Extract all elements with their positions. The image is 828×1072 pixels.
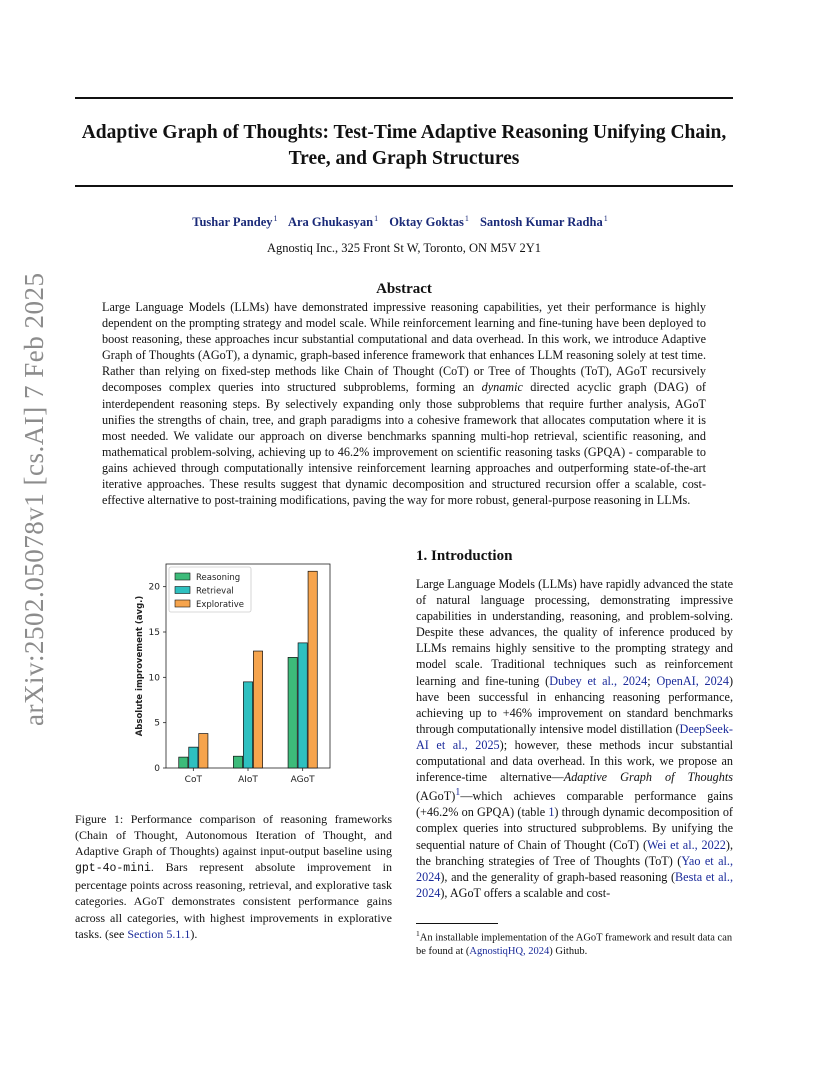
bar-explorative xyxy=(308,571,317,768)
caption-text: . Bars represent absolute improvement in percentage points across reasoning, retrieval, and explorative task categories. AGoT demonstrates consistent performance gains across all categories, with highest improvements in explorative tasks. (see xyxy=(75,860,392,941)
author-name[interactable]: Tushar Pandey xyxy=(192,215,273,230)
intro-text: ); however, these methods incur substantial computational and data overhead. In this work, we propose an inference-time alternative— xyxy=(416,737,734,785)
intro-text: ), and the generality of graph-based reasoning ( xyxy=(440,869,676,884)
y-tick-label: 0 xyxy=(154,764,160,774)
bar-reasoning xyxy=(179,757,188,768)
abstract-emphasis: dynamic xyxy=(481,380,523,395)
caption-code: gpt-4o-mini xyxy=(75,862,151,876)
citation-link[interactable]: Dubey et al., 2024 xyxy=(549,673,648,688)
intro-text: ) through dynamic decomposition of complex queries into structured subproblems. By unifying the sequential nature of Chain of Thought (CoT) ( xyxy=(416,805,733,852)
x-tick-label: AIoT xyxy=(238,775,258,785)
title-top-rule xyxy=(75,97,733,99)
y-axis-label: Absolute improvement (avg.) xyxy=(135,595,145,737)
author-name[interactable]: Oktay Goktas xyxy=(389,215,464,230)
y-tick-label: 20 xyxy=(148,582,160,593)
section-heading: 1. Introduction xyxy=(416,548,513,564)
author-affil-mark: 1 xyxy=(273,214,278,223)
abstract-heading: Abstract xyxy=(376,281,432,297)
footnote xyxy=(416,927,733,959)
section-link[interactable]: Section 5.1.1 xyxy=(127,926,191,941)
bar-reasoning xyxy=(288,657,297,768)
author-name[interactable]: Santosh Kumar Radha xyxy=(479,215,603,230)
abstract-text xyxy=(102,299,706,508)
bar-reasoning xyxy=(233,756,242,768)
citation-link[interactable]: Wei et al., 2022 xyxy=(647,837,726,852)
chart-legend xyxy=(169,567,251,612)
y-tick-label: 15 xyxy=(148,628,160,638)
arxiv-identifier: arXiv:2502.05078v1 [cs.AI] 7 Feb 2025 xyxy=(19,272,49,726)
citation-link[interactable]: DeepSeek-AI et al., 2025 xyxy=(416,721,733,752)
legend-label: Explorative xyxy=(196,600,245,610)
author-affil-mark: 1 xyxy=(464,214,469,223)
author-affil-mark: 1 xyxy=(374,214,379,223)
intro-text: ), AGoT offers a scalable and cost- xyxy=(440,885,611,900)
figure-1-bar-chart xyxy=(130,560,345,785)
abstract-part: Large Language Models (LLMs) have demonstrated impressive reasoning capabilities, yet their performance is highly dependent on the prompting strategy and model scale. While reinforcement learning and fine-tuning have been deployed to boost reasoning, these approaches incur substantial computational and data overhead. In this work, we introduce Adaptive Graph of Thoughts (AGoT), a dynamic, graph-based inference framework that enhances LLM reasoning solely at test time. Rather than relying on fixed-step methods like Chain of Thought (CoT) or Tree of Thoughts (ToT), AGoT recursively decomposes complex queries into structured subproblems, forming an xyxy=(102,300,706,395)
bar-explorative xyxy=(253,651,262,768)
intro-emphasis: Adaptive Graph of Thoughts xyxy=(563,770,733,785)
title-bottom-rule xyxy=(75,185,733,187)
caption-text: ). xyxy=(190,926,198,941)
figure-caption xyxy=(75,811,392,942)
legend-label: Reasoning xyxy=(196,573,241,583)
citation-link[interactable]: AgnostiqHQ, 2024 xyxy=(469,946,550,957)
footnote-rule xyxy=(416,923,498,924)
legend-label: Retrieval xyxy=(196,586,234,597)
x-tick-label: AGoT xyxy=(290,775,315,785)
footnote-mark[interactable]: 1 xyxy=(455,787,461,799)
legend-swatch xyxy=(175,600,190,607)
caption-text: Figure 1: Performance comparison of reasoning frameworks (Chain of Thought, Autonomous Iteration of Thought, and Adaptive Graph of Thoughts) against input-output baseline using xyxy=(75,812,392,859)
table-link[interactable]: 1 xyxy=(548,805,555,820)
author-list xyxy=(75,214,733,230)
paper-title: Adaptive Graph of Thoughts: Test-Time Adaptive Reasoning Unifying Chain, Tree, and Graph Structures xyxy=(81,122,727,169)
intro-text: ) have been successful in enhancing reasoning performance, achieving up to +46% improvement on standard benchmarks through computationally intensive model distillation ( xyxy=(416,673,733,736)
legend-swatch xyxy=(175,587,190,594)
footnote-text: ) Github. xyxy=(549,946,588,957)
citation-link[interactable]: Yao et al., 2024 xyxy=(416,853,733,884)
author-name[interactable]: Ara Ghukasyan xyxy=(287,215,374,230)
intro-text: ; xyxy=(647,673,657,688)
x-tick-label: CoT xyxy=(184,775,202,785)
bar-explorative xyxy=(199,734,208,768)
y-tick-label: 5 xyxy=(154,718,160,729)
affiliation: Agnostiq Inc., 325 Front St W, Toronto, ON M5V 2Y1 xyxy=(266,241,542,255)
footnote-number: 1 xyxy=(416,929,420,938)
author-affil-mark: 1 xyxy=(603,214,608,223)
intro-text: Large Language Models (LLMs) have rapidly advanced the state of natural language processing, demonstrating impressive capabilities in understanding, reasoning, and problem-solving. Despite these advances, the quality of inference produced by LLMs remains highly sensitive to the prompting strategy and model scale. Traditional techniques such as reinforcement learning and fine-tuning ( xyxy=(416,577,733,688)
bar-retrieval xyxy=(189,747,198,768)
bar-retrieval xyxy=(298,643,307,768)
bar-retrieval xyxy=(243,682,252,768)
citation-link[interactable]: OpenAI, 2024 xyxy=(656,673,729,688)
intro-text: ), the branching strategies of Tree of Thoughts (ToT) ( xyxy=(416,837,733,868)
legend-swatch xyxy=(175,573,190,580)
abstract-part: directed acyclic graph (DAG) of interdependent reasoning steps. By selectively expanding only those subproblems that require further analysis, AGoT unifies the strengths of chain, tree, and graph paradigms into a cohesive framework that allocates computation where it is most needed. We validate our approach on diverse benchmarks spanning multi-hop retrieval, scientific reasoning, and mathematical problem-solving, achieving up to 46.2% improvement on scientific reasoning tasks (GPQA) - comparable to gains achieved through computationally intensive reinforcement learning approaches and outperforming state-of-the-art iterative approaches. These results suggest that dynamic decomposition and structured recursion offer a scalable, cost-effective alternative to post-training modifications, paving the way for more robust, general-purpose reasoning in LLMs. xyxy=(102,380,706,508)
intro-text: —which achieves comparable performance gains (+46.2% on GPQA) (table xyxy=(416,789,733,820)
intro-text: (AGoT) xyxy=(416,789,456,804)
y-tick-label: 10 xyxy=(148,673,160,684)
footnote-text: An installable implementation of the AGoT framework and result data can be found at ( xyxy=(416,932,733,957)
intro-paragraph xyxy=(416,576,733,901)
citation-link[interactable]: Besta et al., 2024 xyxy=(416,869,734,900)
